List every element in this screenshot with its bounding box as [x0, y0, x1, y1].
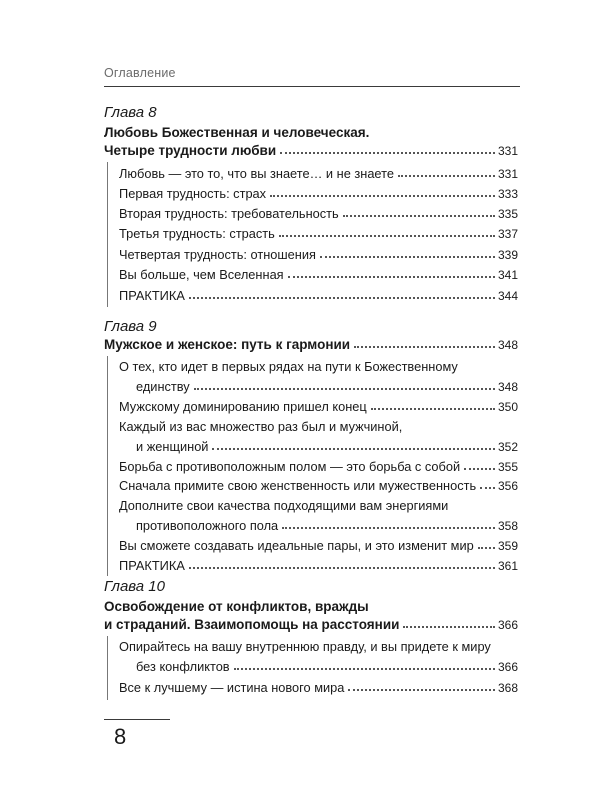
- section-entry-page: 348: [497, 380, 518, 394]
- section-entry-text: без конфликтов: [136, 659, 230, 674]
- section-entry: [119, 538, 518, 553]
- chapter-label: Глава 8: [104, 104, 157, 121]
- dot-leader: [343, 215, 495, 217]
- dot-leader: [320, 256, 495, 258]
- dot-leader: [403, 626, 495, 628]
- section-entry-page: 358: [497, 519, 518, 533]
- section-entry-text: Вы больше, чем Вселенная: [119, 267, 284, 282]
- section-entry-text: Все к лучшему — истина нового мира: [119, 680, 345, 695]
- section-entry-page: 359: [497, 539, 518, 553]
- chapter-title-entry-page: 366: [497, 618, 518, 632]
- chapter-title-entry: [104, 143, 518, 158]
- dot-leader: [212, 448, 495, 450]
- running-head: Оглавление: [104, 66, 176, 80]
- dot-leader: [288, 276, 495, 278]
- section-entry-page: 366: [497, 660, 518, 674]
- section-entry: [119, 247, 518, 262]
- section-entry-text: ПРАКТИКА: [119, 288, 185, 303]
- section-entry-page: 350: [497, 400, 518, 414]
- section-entry-text: Вы сможете создавать идеальные пары, и это изменит мир: [119, 538, 474, 553]
- section-entry: [136, 439, 518, 454]
- dot-leader: [398, 175, 495, 177]
- section-entry-text: ПРАКТИКА: [119, 558, 185, 573]
- chapter-label: Глава 10: [104, 578, 165, 595]
- chapter-title-entry-text: и страданий. Взаимопомощь на расстоянии: [104, 617, 400, 632]
- section-entry: [119, 459, 518, 474]
- section-entry-text: Третья трудность: страсть: [119, 226, 275, 241]
- dot-leader: [189, 567, 495, 569]
- section-entry: [136, 518, 518, 533]
- section-entry: [119, 478, 518, 493]
- dot-leader: [194, 388, 495, 390]
- dot-leader: [371, 408, 495, 410]
- chapter-title-line: Освобождение от конфликтов, вражды: [104, 599, 369, 614]
- dot-leader: [282, 527, 495, 529]
- section-entry-text: и женщиной: [136, 439, 209, 454]
- dot-leader: [234, 668, 495, 670]
- section-entry-page: 368: [497, 681, 518, 695]
- section-entry-page: 335: [497, 207, 518, 221]
- dot-leader: [279, 235, 495, 237]
- section-entry-text: Вторая трудность: требовательность: [119, 206, 339, 221]
- section-entry-line: Каждый из вас множество раз был и мужчиной,: [119, 419, 403, 434]
- section-entry: [136, 659, 518, 674]
- chapter-label: Глава 9: [104, 318, 157, 335]
- section-entry: [119, 226, 518, 241]
- section-entry: [119, 288, 518, 303]
- chapter-title-line: Любовь Божественная и человеческая.: [104, 125, 370, 140]
- dot-leader: [480, 487, 495, 489]
- section-entry-text: Мужскому доминированию пришел конец: [119, 399, 367, 414]
- dot-leader: [280, 152, 495, 154]
- dot-leader: [354, 346, 495, 348]
- section-entry: [119, 166, 518, 181]
- dot-leader: [348, 689, 495, 691]
- page-number: 8: [114, 724, 127, 749]
- section-entry-page: 341: [497, 268, 518, 282]
- chapter-title-entry-page: 331: [497, 144, 518, 158]
- header-rule: [104, 86, 520, 87]
- chapter-title-entry-page: 348: [497, 338, 518, 352]
- section-entry-line: Дополните свои качества подходящими вам энергиями: [119, 498, 449, 513]
- dot-leader: [189, 297, 495, 299]
- section-entry-page: 339: [497, 248, 518, 262]
- section-entry-page: 356: [497, 479, 518, 493]
- dot-leader: [270, 195, 495, 197]
- section-entry: [119, 680, 518, 695]
- chapter-title-entry-text: Мужское и женское: путь к гармонии: [104, 337, 351, 352]
- chapter-title-entry-text: Четыре трудности любви: [104, 143, 277, 158]
- section-entry-text: Первая трудность: страх: [119, 186, 267, 201]
- section-entry-page: 355: [497, 460, 518, 474]
- section-entry: [119, 267, 518, 282]
- section-entry-text: Любовь — это то, что вы знаете… и не знаете: [119, 166, 394, 181]
- section-entry-page: 361: [497, 559, 518, 573]
- section-entry-text: Сначала примите свою женственность или мужественность: [119, 478, 477, 493]
- section-entry-page: 352: [497, 440, 518, 454]
- section-entry: [119, 206, 518, 221]
- section-entry-text: единству: [136, 379, 190, 394]
- section-entry-page: 331: [497, 167, 518, 181]
- dot-leader: [478, 547, 495, 549]
- chapter-title-entry: [104, 617, 518, 632]
- section-entry-line: О тех, кто идет в первых рядах на пути к Божественному: [119, 359, 458, 374]
- chapter-title-entry: [104, 337, 518, 352]
- dot-leader: [464, 468, 495, 470]
- footer-rule: [104, 719, 170, 720]
- section-entry: [119, 186, 518, 201]
- section-entry-page: 344: [497, 289, 518, 303]
- section-entry-text: Борьба с противоположным полом — это борьба с собой: [119, 459, 461, 474]
- section-entry-text: Четвертая трудность: отношения: [119, 247, 316, 262]
- section-entry-page: 333: [497, 187, 518, 201]
- section-entry: [119, 558, 518, 573]
- section-entry: [119, 399, 518, 414]
- section-entry: [136, 379, 518, 394]
- section-entry-line: Опирайтесь на вашу внутреннюю правду, и вы придете к миру: [119, 639, 491, 654]
- section-entry-page: 337: [497, 227, 518, 241]
- section-entry-text: противоположного пола: [136, 518, 279, 533]
